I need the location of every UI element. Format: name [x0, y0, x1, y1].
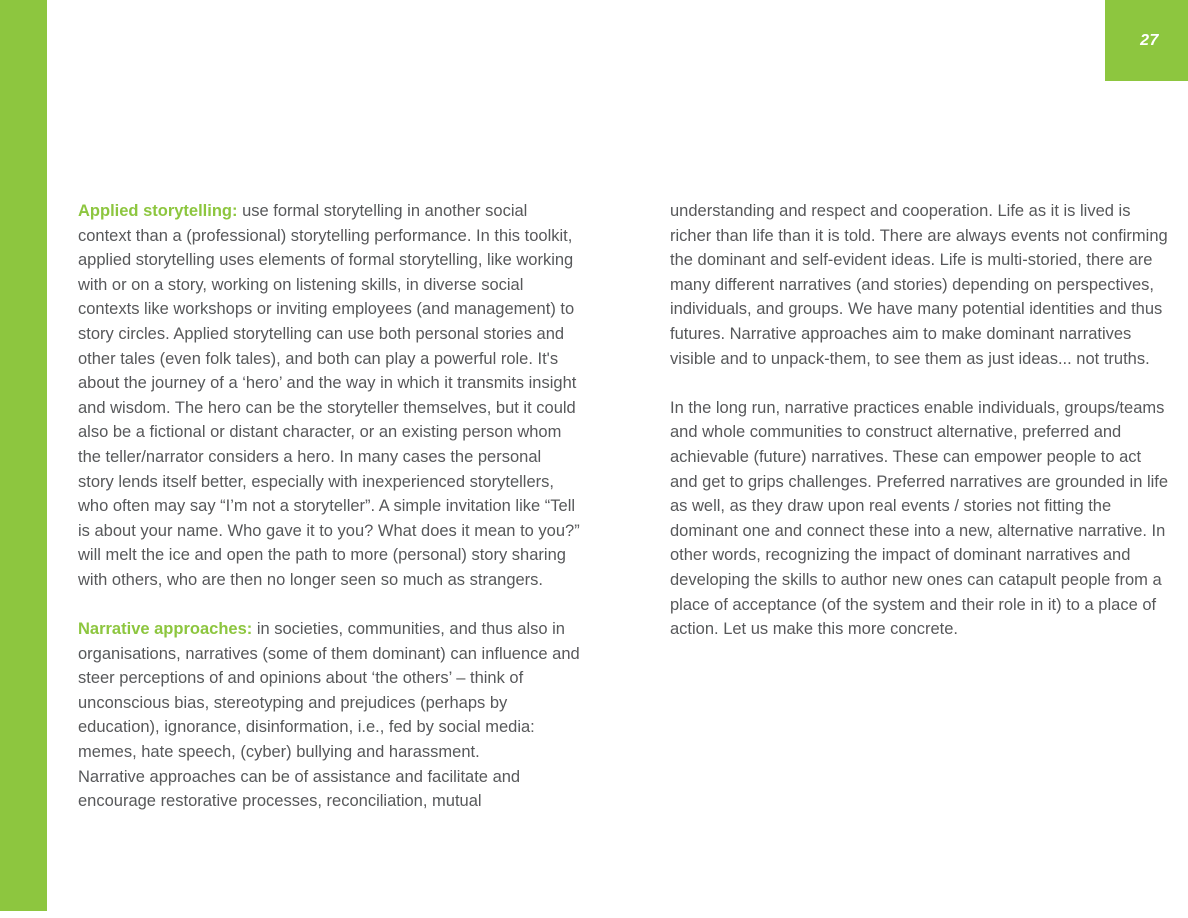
- text-line: applied storytelling uses elements of formal storytelling, like working: [78, 251, 574, 270]
- text-line: education), ignorance, disinformation, i.e., fed by social media:: [78, 718, 535, 737]
- text-line: and wisdom. The hero can be the storyteller themselves, but it could: [78, 398, 576, 417]
- paragraph: [78, 617, 580, 814]
- text-line: the dominant and self-evident ideas. Life is multi-storied, there are: [670, 251, 1153, 270]
- term-heading: Applied storytelling:: [78, 202, 238, 220]
- text-line: In the long run, narrative practices enable individuals, groups/teams: [670, 398, 1165, 417]
- term-heading: Narrative approaches:: [78, 620, 253, 639]
- text-line: who often may say “I’m not a storyteller”. A simple invitation like “Tell: [78, 497, 576, 516]
- page-number-box: [1105, 0, 1188, 81]
- text-line: memes, hate speech, (cyber) bullying and harassment.: [78, 743, 480, 762]
- text-line: Narrative approaches can be of assistance and facilitate and: [78, 767, 521, 786]
- text-line: with or on a story, working on listening skills, in diverse social: [78, 275, 524, 294]
- text-line: richer than life than it is told. There are always events not confirming: [670, 226, 1168, 245]
- text-line: place of acceptance (of the system and their role in it) to a place of: [670, 595, 1157, 614]
- left-accent-bar: [0, 0, 47, 911]
- text-line: developing the skills to author new ones can catapult people from a: [670, 570, 1162, 589]
- text-line: many different narratives (and stories) depending on perspectives,: [670, 275, 1154, 294]
- text-line: action. Let us make this more concrete.: [670, 620, 958, 639]
- text-line: organisations, narratives (some of them dominant) can influence and: [78, 644, 580, 663]
- right-column: [670, 199, 1169, 814]
- text-line: and get to grips challenges. Preferred narratives are grounded in life: [670, 472, 1169, 491]
- text-line: with others, who are then no longer seen so much as strangers.: [78, 570, 544, 589]
- text-line: achievable (future) narratives. These can empower people to act: [670, 447, 1142, 466]
- text-line: is about your name. Who gave it to you? What does it mean to you?”: [78, 521, 580, 540]
- text-line: the teller/narrator considers a hero. In many cases the personal: [78, 447, 542, 466]
- text-line: Applied storytelling: use formal storytelling in another social: [78, 202, 528, 220]
- text-line: dominant one and connect these into a new, alternative narrative. In: [670, 521, 1166, 540]
- text-line: other words, recognizing the impact of dominant narratives and: [670, 546, 1131, 565]
- left-column: [78, 199, 580, 814]
- paragraph: [78, 199, 580, 593]
- text-line: about the journey of a ‘hero’ and the way in which it transmits insight: [78, 374, 577, 393]
- text-line: other tales (even folk tales), and both can play a powerful role. It's: [78, 349, 559, 368]
- text-line: will melt the ice and open the path to more (personal) story sharing: [78, 546, 566, 565]
- text-line: and whole communities to construct alternative, preferred and: [670, 423, 1122, 442]
- text-line: story lends itself better, especially with inexperienced storytellers,: [78, 472, 554, 491]
- text-line: contexts like workshops or inviting employees (and management) to: [78, 300, 575, 319]
- page-number: 27: [1140, 31, 1159, 49]
- paragraph: [670, 199, 1168, 371]
- text-line: individuals, and groups. We have many potential identities and thus: [670, 300, 1163, 319]
- text-line: context than a (professional) storytelling performance. In this toolkit,: [78, 226, 573, 245]
- text-line: as well, as they draw upon real events / stories not fitting the: [670, 497, 1112, 516]
- text-line: also be a fictional or distant character, or an existing person whom: [78, 423, 562, 442]
- text-line: visible and to unpack-them, to see them as just ideas... not truths.: [670, 349, 1150, 368]
- text-line: encourage restorative processes, reconciliation, mutual: [78, 792, 482, 811]
- text-line: unconscious bias, stereotyping and prejudices (perhaps by: [78, 693, 508, 712]
- text-line: Narrative approaches: in societies, communities, and thus also in: [78, 620, 565, 639]
- text-line: futures. Narrative approaches aim to make dominant narratives: [670, 324, 1132, 343]
- text-line: steer perceptions of and opinions about ‘the others’ – think of: [78, 669, 524, 688]
- paragraph: [670, 396, 1169, 642]
- text-line: story circles. Applied storytelling can use both personal stories and: [78, 324, 565, 343]
- page-content: [78, 199, 1169, 814]
- text-line: understanding and respect and cooperation. Life as it is lived is: [670, 202, 1131, 220]
